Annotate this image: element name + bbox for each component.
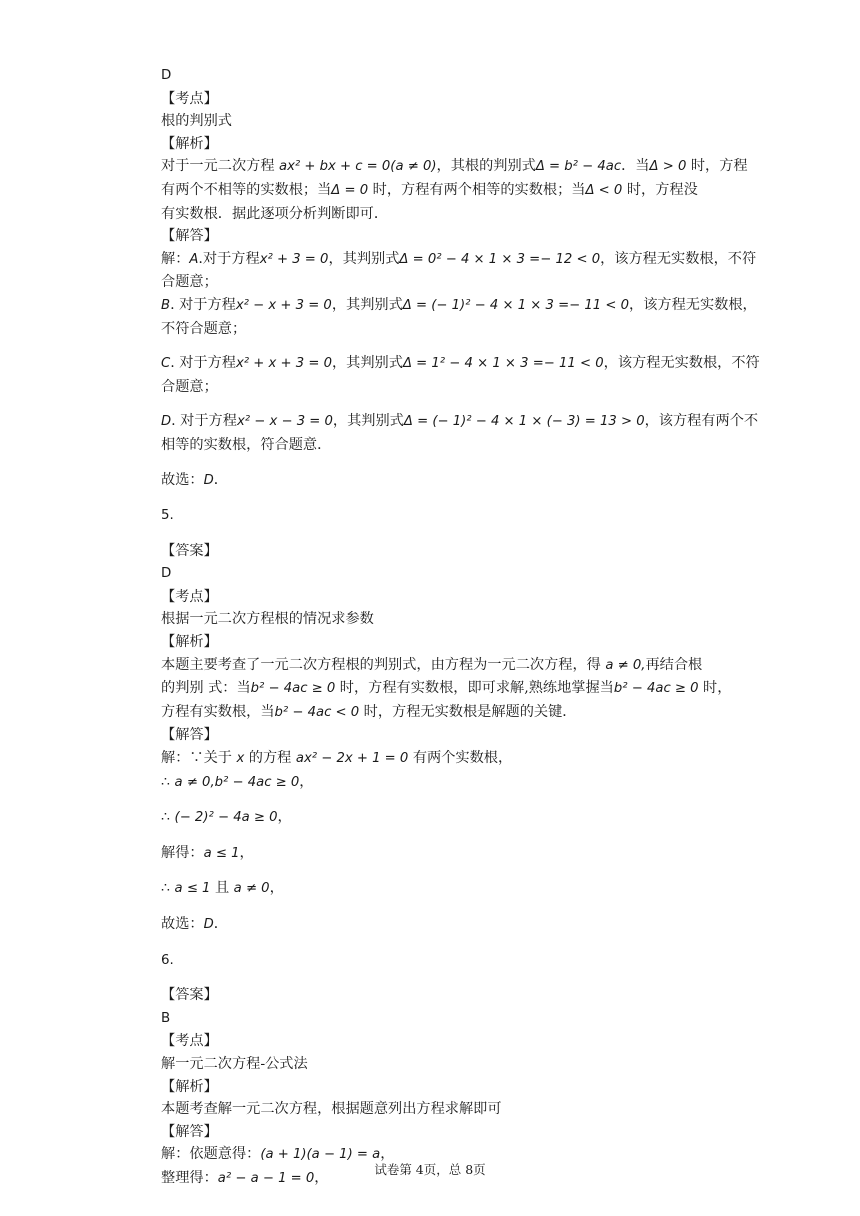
text-segment: ， (269, 880, 284, 897)
text-segment: 的方程 (244, 750, 296, 767)
text-segment: 有两个不相等的实数根；当 (161, 181, 332, 198)
text-segment: ， (277, 809, 292, 826)
math-expression: Δ > 0 (649, 159, 687, 175)
text-segment: ，其判别式 (332, 413, 404, 430)
text-line (161, 248, 757, 272)
text-line (161, 677, 741, 701)
text-segment: 【解析】 (161, 634, 218, 651)
text-segment: 时，方程没 (622, 181, 698, 198)
text-line (161, 562, 741, 586)
text-line (161, 352, 760, 376)
text-segment: 【考点】 (161, 588, 218, 605)
math-expression: a ≤ 1 (174, 881, 211, 897)
text-segment: 时，方程有实数根，即可求解,熟练地掌握当 (335, 680, 614, 697)
text-segment: ，该方程无实数根，不符 (600, 250, 757, 267)
math-expression: a ≤ 1 (203, 845, 240, 861)
text-line (161, 469, 741, 493)
math-expression: (− 2)² − 4a ≥ 0 (174, 810, 278, 826)
text-line (161, 1121, 741, 1144)
text-line (161, 64, 741, 88)
text-segment: 根的判别式 (161, 113, 232, 130)
math-expression: (a + 1)(a − 1) = a (260, 1147, 381, 1163)
text-segment: 且 (210, 880, 234, 897)
text-segment: 【答案】 (161, 987, 218, 1004)
text-line (161, 376, 741, 399)
text-line (161, 504, 741, 528)
text-segment: 根据一元二次方程根的情况求参数 (161, 611, 374, 628)
text-segment: B (161, 1010, 171, 1026)
text-line (161, 203, 741, 226)
text-segment: D (161, 68, 172, 83)
math-expression: x (236, 751, 245, 767)
text-segment: ，该方程有两个不 (644, 413, 759, 430)
text-line (161, 271, 741, 294)
text-segment: 合题意； (161, 274, 218, 291)
text-line (161, 1030, 741, 1053)
text-segment: 时，方程有两个相等的实数根；当 (368, 181, 586, 198)
page-footer: 试卷第 4页，总 8页 (374, 1162, 486, 1177)
text-segment: ， (380, 1146, 395, 1163)
text-line (161, 724, 741, 747)
text-line (161, 877, 741, 901)
text-segment: D (161, 566, 172, 582)
text-segment: ． (213, 471, 228, 488)
text-segment: 不符合题意； (161, 320, 247, 337)
text-segment: ． (213, 916, 228, 932)
text-line (161, 701, 741, 725)
math-expression: a² − a − 1 = 0 (217, 1170, 315, 1186)
text-segment: 【考点】 (161, 90, 218, 107)
text-line (161, 155, 748, 179)
text-line (161, 608, 741, 631)
text-segment: ， (239, 844, 254, 861)
solution-content (161, 64, 760, 1191)
math-expression: Δ < 0 (585, 182, 623, 198)
text-segment: 合题意； (161, 378, 218, 395)
text-segment: 时， (698, 680, 732, 697)
text-line (161, 179, 741, 203)
text-line (161, 88, 741, 111)
text-segment: 解：∵关于 (161, 750, 237, 767)
text-segment: 对于一元二次方程 (161, 158, 280, 175)
math-expression: Δ = 0² − 4 × 1 × 3 =− 12 < 0 (399, 251, 601, 267)
text-segment: . 对于方程 (170, 296, 236, 313)
text-line (161, 294, 757, 318)
text-line (161, 133, 741, 156)
text-segment: ，其判别式 (331, 355, 403, 372)
text-segment: 5. (161, 508, 174, 524)
text-segment: ∴ (161, 880, 175, 897)
text-line (161, 434, 741, 457)
math-expression: C (161, 356, 171, 372)
text-line (161, 842, 741, 866)
text-segment: ∴ (161, 809, 175, 826)
text-line (161, 747, 741, 771)
text-line (161, 806, 741, 830)
text-line (161, 1053, 741, 1076)
math-expression: a ≠ 0,b² − 4ac ≥ 0 (174, 774, 300, 790)
text-line (161, 540, 741, 563)
text-segment: ，其根的判别式 (436, 158, 536, 175)
text-segment: ∴ (161, 773, 175, 790)
text-segment: .对于方程 (198, 250, 260, 267)
text-segment: 时，方程无实数根是解题的关键． (359, 703, 577, 720)
text-segment: 【解答】 (161, 727, 218, 744)
text-segment: 【答案】 (161, 542, 218, 559)
text-line (161, 1098, 741, 1121)
text-segment: 有两个实数根， (408, 750, 513, 767)
text-segment: 6. (161, 952, 174, 968)
text-segment: 【考点】 (161, 1033, 218, 1050)
text-segment: ．当 (621, 158, 650, 175)
math-expression: ax² − 2x + 1 = 0 (295, 751, 409, 767)
text-segment: 解： (161, 250, 190, 267)
text-segment: . 对于方程 (171, 413, 237, 430)
text-segment: 方程有实数根，当 (161, 703, 275, 720)
math-expression: Δ = 0 (331, 182, 369, 198)
math-expression: a ≠ 0, (605, 657, 646, 673)
text-line (161, 110, 741, 133)
text-line (161, 225, 741, 248)
text-segment: 故选： (161, 471, 204, 488)
math-expression: Δ = 1² − 4 × 1 × 3 =− 11 < 0 (402, 356, 604, 372)
text-line (161, 318, 741, 341)
math-expression: ax² + bx + c = 0(a ≠ 0) (279, 159, 437, 175)
text-segment: 【解答】 (161, 1123, 218, 1140)
text-line (161, 1076, 741, 1099)
math-expression: b² − 4ac ≥ 0 (613, 681, 699, 697)
text-line (161, 771, 741, 795)
text-segment: ，该方程无实数根，不符 (603, 355, 760, 372)
text-segment: 故选： (161, 916, 204, 932)
math-expression: D (203, 472, 214, 488)
text-segment: . 对于方程 (170, 355, 236, 372)
text-segment: ，该方程无实数根， (629, 296, 757, 313)
text-segment: 有实数根．据此逐项分析判断即可． (161, 205, 389, 222)
text-segment: 整理得： (161, 1169, 218, 1186)
text-line (161, 949, 741, 973)
math-expression: Δ = b² − 4ac (535, 159, 622, 175)
text-line (161, 654, 741, 678)
text-segment: 的判别 式：当 (161, 680, 251, 697)
math-expression: B (161, 297, 171, 313)
text-line (161, 410, 759, 434)
text-line (161, 1007, 741, 1031)
math-expression: b² − 4ac ≥ 0 (250, 681, 336, 697)
text-segment: 解得： (161, 844, 204, 861)
text-segment: ， (314, 1169, 329, 1186)
text-segment: 再结合根 (645, 656, 703, 673)
math-expression: D (161, 414, 172, 430)
text-line (161, 586, 741, 609)
math-expression: a ≠ 0 (233, 881, 270, 897)
math-expression: Δ = (− 1)² − 4 × 1 × 3 =− 11 < 0 (402, 297, 630, 313)
text-segment: 解一元二次方程-公式法 (161, 1055, 308, 1072)
text-segment: 【解答】 (161, 228, 218, 245)
text-line (161, 631, 741, 654)
text-line (161, 984, 741, 1007)
text-segment: ， (299, 773, 314, 790)
math-expression: x² + 3 = 0 (259, 251, 329, 267)
text-segment: 时，方程 (686, 158, 748, 175)
math-expression: x² − x − 3 = 0 (236, 414, 333, 430)
text-segment: 相等的实数根，符合题意． (161, 436, 332, 453)
text-segment: 【解析】 (161, 135, 218, 152)
text-segment: ，其判别式 (331, 296, 403, 313)
math-expression: D (203, 917, 214, 932)
math-expression: x² − x + 3 = 0 (235, 297, 332, 313)
math-expression: A (189, 251, 199, 267)
text-segment: 【解析】 (161, 1078, 218, 1095)
text-segment: 本题主要考查了一元二次方程根的判别式，由方程为一元二次方程，得 (161, 656, 606, 673)
text-line (161, 913, 741, 937)
text-segment: 解：依题意得： (161, 1146, 261, 1163)
math-expression: x² + x + 3 = 0 (236, 356, 332, 372)
text-segment: ，其判别式 (328, 250, 400, 267)
math-expression: Δ = (− 1)² − 4 × 1 × (− 3) = 13 > 0 (403, 414, 645, 430)
math-expression: b² − 4ac < 0 (274, 704, 360, 720)
text-segment: 本题考查解一元二次方程，根据题意列出方程求解即可 (161, 1101, 502, 1118)
